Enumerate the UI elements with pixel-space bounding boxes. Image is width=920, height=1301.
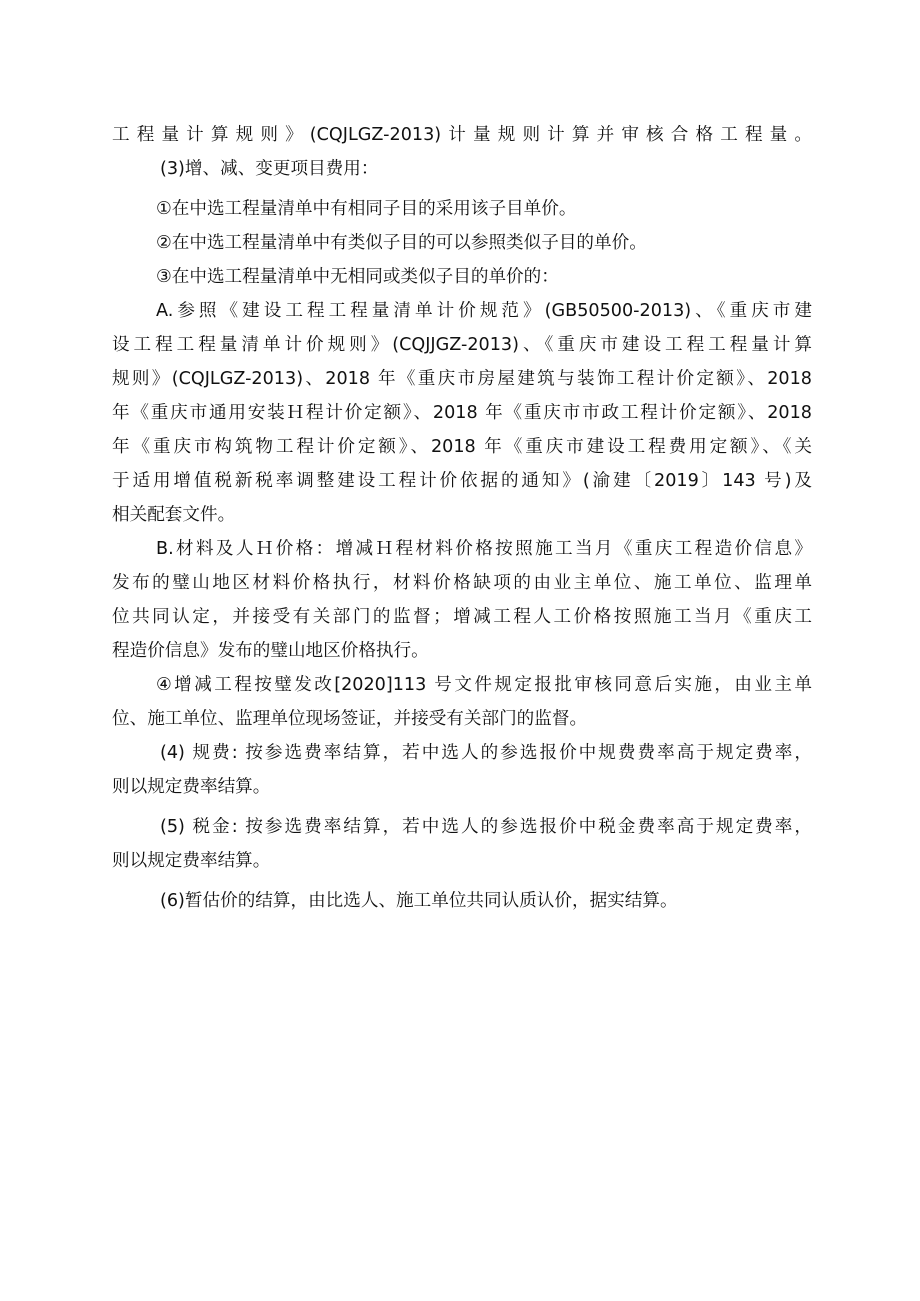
item-b-line: 程造价信息》发布的璧山地区价格执行。	[112, 641, 429, 661]
item-4-line: 位、施工单位、监理单位现场签证，并接受有关部门的监督。	[112, 709, 588, 729]
section-heading-6: (6)暂估价的结算，由比选人、施工单位共同认质认价，据实结算。	[160, 891, 678, 911]
item-a-line: A.参照《建设工程工程量清单计价规范》(GB50500-2013)、《重庆市建	[156, 301, 812, 321]
item-b-line: B.材料及人Ｈ价格：增减Ｈ程材料价格按照施工当月《重庆工程造价信息》	[156, 539, 812, 559]
section-heading-5: (5) 税金: 按参选费率结算，若中选人的参选报价中税金费率高于规定费率，	[160, 817, 812, 837]
section-5-line: 则以规定费率结算。	[112, 851, 271, 871]
item-a-line: 规则》(CQJLGZ-2013)、2018 年《重庆市房屋建筑与装饰工程计价定额》、2018	[112, 369, 812, 389]
section-heading-4: (4) 规费: 按参选费率结算，若中选人的参选报价中规费费率高于规定费率，	[160, 743, 812, 763]
item-a-line: 于适用增值税新税率调整建设工程计价依据的通知》(渝建〔2019〕143 号)及	[112, 471, 812, 491]
document-body	[112, 118, 812, 918]
item-a-line: 年《重庆市通用安装Ｈ程计价定额》、2018 年《重庆市市政工程计价定额》、2018	[112, 403, 812, 423]
item-a-line: 设工程工程量清单计价规则》(CQJJGZ-2013)、《重庆市建设工程工程量计算	[112, 335, 812, 355]
item-1-line: ①在中选工程量清单中有相同子目的采用该子目单价。	[156, 199, 577, 219]
section-heading-3: (3)增、减、变更项目费用：	[160, 159, 379, 179]
item-a-line: 年《重庆市构筑物工程计价定额》、2018 年《重庆市建设工程费用定额》、《关	[112, 437, 812, 457]
item-b-line: 发布的璧山地区材料价格执行，材料价格缺项的由业主单位、施工单位、监理单	[112, 573, 812, 593]
section-4-line: 则以规定费率结算。	[112, 777, 271, 797]
item-a-line: 相关配套文件。	[112, 505, 236, 525]
item-3-line: ③在中选工程量清单中无相同或类似子目的单价的：	[156, 267, 559, 287]
item-4-line: ④增减工程按璧发改[2020]113 号文件规定报批审核同意后实施，由业主单	[156, 675, 812, 695]
item-b-line: 位共同认定，并接受有关部门的监督；增减工程人工价格按照施工当月《重庆工	[112, 607, 812, 627]
paragraph-line: 工程量计算规则》(CQJLGZ-2013)计量规则计算并审核合格工程量。	[112, 125, 812, 145]
item-2-line: ②在中选工程量清单中有类似子目的可以参照类似子目的单价。	[156, 233, 647, 253]
